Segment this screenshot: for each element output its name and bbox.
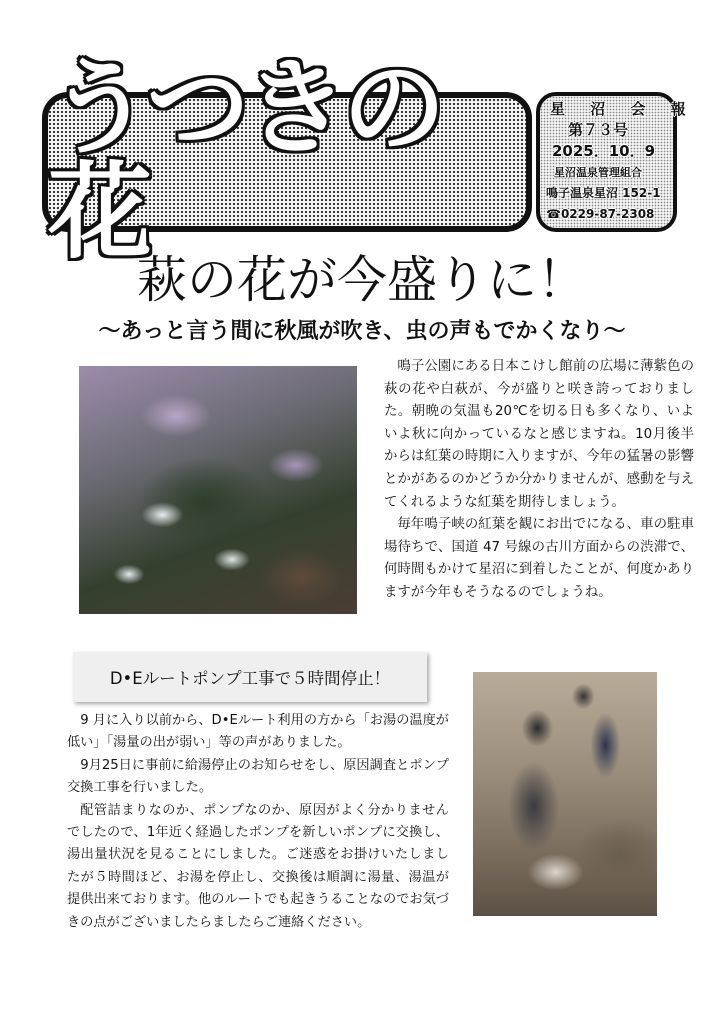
article-paragraph: 鳴子公園にある日本こけし館前の広場に薄紫色の萩の花や白萩が、今が盛りと咲き誇っておりました。朝晩の気温も20℃を切る日も多くなり、いよいよ秋に向かっているなと感じますね。10月後半からは紅葉の時期に入りますが、今年の猛暑の影響とかがあるのかどうか分かりませんが、感動を与えてくれるような紅葉を期待しましょう。 <box>384 359 694 510</box>
issue-number: 第７３号 <box>568 121 629 139</box>
article-paragraph: 9 月に入り以前から、D•Eルート利用の方から「お湯の温度が低い」「湯量の出が弱い」等の声がありました。 <box>67 713 449 751</box>
article-paragraph: 毎年鳴子峡の紅葉を観にお出でになる、車の駐車場待ちで、国道 47 号線の古川方面からの渋滞で、何時間もかけて星沼に到着したことが、何度かありますが今年もそうなるのでしょうね。 <box>384 517 694 600</box>
phone-number: ☎0229-87-2308 <box>546 207 655 221</box>
article-pump-work <box>67 710 449 934</box>
address: 鳴子温泉星沼 152-1 <box>546 186 661 200</box>
masthead-info-box <box>536 92 696 232</box>
article-paragraph: 配管詰まりなのか、ポンプなのか、原因がよく分かりませんでしたので、1年近く経過したポンプを新しいポンプに交換し、湯出量状況を見ることにしました。ご迷惑をお掛けいたしましたが５時間ほど、お湯を停止し、交換後は順調に湯量、湯温が提供出来ております。他のルートでも起きうることなのでお気づきの点がございましたらましたらご連絡ください。 <box>67 802 449 930</box>
issue-date: 2025．10．9 <box>552 142 656 160</box>
masthead-title: うつきの花 <box>48 47 441 273</box>
organization-name: 星沼温泉管理組合 <box>554 166 642 179</box>
pump-workers-photo <box>473 672 657 916</box>
bush-clover-photo <box>79 366 357 614</box>
article-bush-clover <box>384 356 694 605</box>
masthead-title-box <box>42 47 532 273</box>
headline: 萩の花が今盛りに！ <box>137 251 587 309</box>
section-heading-text: D•Eルートポンプ工事で５時間停止！ <box>109 669 391 688</box>
subheadline: ～あっと言う間に秋風が吹き、虫の声もでかくなり～ <box>98 319 626 344</box>
section-heading-pump <box>73 652 427 702</box>
article-paragraph: 9月25日に事前に給湯停止のお知らせをし、原因調査とポンプ交換工事を行いました。 <box>67 757 449 796</box>
association-name: 星 沼 会 報 <box>550 100 696 118</box>
